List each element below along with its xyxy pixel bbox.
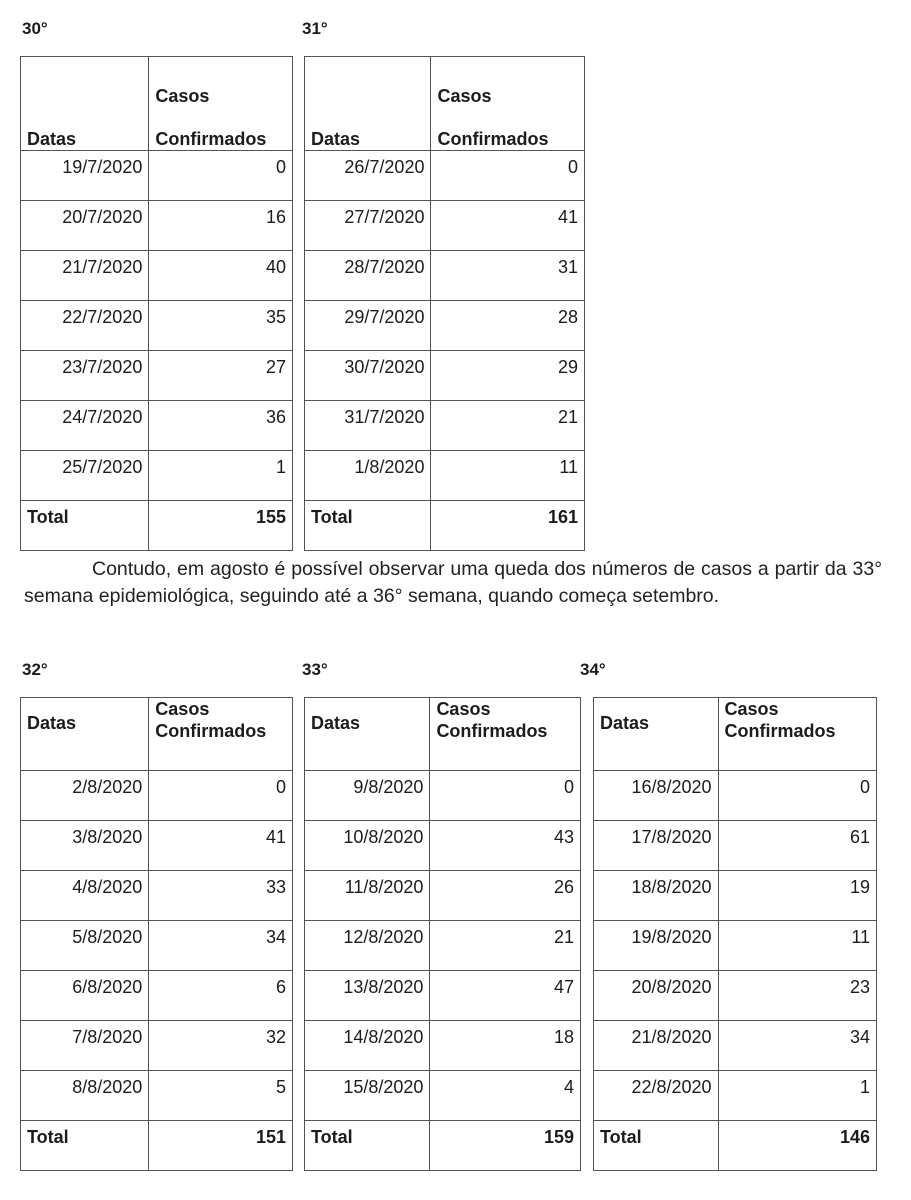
date-cell: 5/8/2020 (21, 921, 149, 971)
table-header-row (305, 698, 581, 771)
date-cell: 11/8/2020 (305, 871, 430, 921)
date-cell: 16/8/2020 (594, 771, 719, 821)
date-cell: 28/7/2020 (305, 251, 431, 301)
table-row (21, 871, 293, 921)
date-cell: 27/7/2020 (305, 201, 431, 251)
cases-cell: 33 (149, 871, 293, 921)
header-casos-confirmados (149, 698, 293, 771)
total-label: Total (305, 1121, 430, 1171)
cases-cell: 18 (430, 1021, 581, 1071)
table-row (21, 451, 293, 501)
date-cell: 15/8/2020 (305, 1071, 430, 1121)
cases-table-week-34 (593, 697, 877, 1171)
date-cell: 20/8/2020 (594, 971, 719, 1021)
header-casos-label: Casos (155, 86, 210, 106)
week-label-31: 31° (302, 19, 328, 38)
table-row (594, 821, 877, 871)
cases-cell: 19 (718, 871, 876, 921)
total-row (21, 1121, 293, 1171)
cases-cell: 26 (430, 871, 581, 921)
date-cell: 23/7/2020 (21, 351, 149, 401)
header-casos-confirmados (430, 698, 581, 771)
week-label-30: 30° (22, 19, 48, 38)
table-row (594, 921, 877, 971)
cases-cell: 0 (149, 151, 293, 201)
date-cell: 10/8/2020 (305, 821, 430, 871)
cases-cell: 34 (149, 921, 293, 971)
table-row (21, 401, 293, 451)
total-value: 151 (149, 1121, 293, 1171)
date-cell: 19/8/2020 (594, 921, 719, 971)
total-label: Total (21, 1121, 149, 1171)
cases-cell: 0 (431, 151, 585, 201)
table-row (305, 1021, 581, 1071)
header-datas (21, 57, 149, 151)
header-datas (21, 698, 149, 771)
date-cell: 12/8/2020 (305, 921, 430, 971)
table-row (305, 921, 581, 971)
table-header-row (305, 57, 585, 151)
cases-cell: 1 (718, 1071, 876, 1121)
table-row (21, 921, 293, 971)
cases-cell: 28 (431, 301, 585, 351)
table-row (594, 771, 877, 821)
table-row (21, 771, 293, 821)
date-cell: 14/8/2020 (305, 1021, 430, 1071)
date-cell: 29/7/2020 (305, 301, 431, 351)
header-confirmados-label: Confirmados (155, 129, 267, 149)
table-row (305, 451, 585, 501)
cases-cell: 11 (718, 921, 876, 971)
date-cell: 7/8/2020 (21, 1021, 149, 1071)
cases-cell: 4 (430, 1071, 581, 1121)
week-label-32: 32° (22, 660, 48, 679)
header-casos-label: Casos (436, 699, 491, 719)
cases-cell: 0 (718, 771, 876, 821)
table-row (21, 821, 293, 871)
table-row (305, 871, 581, 921)
date-cell: 3/8/2020 (21, 821, 149, 871)
body-paragraph (24, 556, 882, 610)
total-row (594, 1121, 877, 1171)
date-cell: 13/8/2020 (305, 971, 430, 1021)
cases-cell: 43 (430, 821, 581, 871)
table-row (21, 201, 293, 251)
cases-table-week-30 (20, 56, 293, 551)
table-row (305, 251, 585, 301)
table-header-row (594, 698, 877, 771)
cases-table-week-33 (304, 697, 581, 1171)
table-row (305, 971, 581, 1021)
table-row (305, 151, 585, 201)
date-cell: 30/7/2020 (305, 351, 431, 401)
cases-cell: 0 (149, 771, 293, 821)
date-cell: 9/8/2020 (305, 771, 430, 821)
table-row (21, 301, 293, 351)
date-cell: 18/8/2020 (594, 871, 719, 921)
cases-cell: 1 (149, 451, 293, 501)
cases-cell: 5 (149, 1071, 293, 1121)
date-cell: 22/7/2020 (21, 301, 149, 351)
paragraph-text: Contudo, em agosto é possível observar uma queda dos números de casos a partir da 33° semana epidemiológica, seguindo até a 36° semana, quando começa setembro. (24, 558, 882, 607)
cases-cell: 27 (149, 351, 293, 401)
date-cell: 21/7/2020 (21, 251, 149, 301)
cases-cell: 36 (149, 401, 293, 451)
date-cell: 31/7/2020 (305, 401, 431, 451)
table-row (305, 351, 585, 401)
date-cell: 8/8/2020 (21, 1071, 149, 1121)
date-cell: 20/7/2020 (21, 201, 149, 251)
date-cell: 2/8/2020 (21, 771, 149, 821)
table-row (21, 1071, 293, 1121)
table-row (594, 1021, 877, 1071)
table-row (305, 771, 581, 821)
header-casos-label: Casos (155, 699, 210, 719)
table-row (594, 1071, 877, 1121)
header-datas-label: Datas (27, 129, 77, 149)
date-cell: 1/8/2020 (305, 451, 431, 501)
header-casos-confirmados (431, 57, 585, 151)
table-header-row (21, 698, 293, 771)
table-row (305, 1071, 581, 1121)
header-datas (594, 698, 719, 771)
table-row (305, 401, 585, 451)
date-cell: 24/7/2020 (21, 401, 149, 451)
header-datas (305, 57, 431, 151)
table-row (305, 821, 581, 871)
date-cell: 4/8/2020 (21, 871, 149, 921)
header-casos-confirmados (149, 57, 293, 151)
total-value: 146 (718, 1121, 876, 1171)
total-value: 155 (149, 501, 293, 551)
header-confirmados-label: Confirmados (436, 721, 548, 741)
date-cell: 21/8/2020 (594, 1021, 719, 1071)
total-label: Total (594, 1121, 719, 1171)
week-label-33: 33° (302, 660, 328, 679)
table-row (594, 871, 877, 921)
cases-cell: 11 (431, 451, 585, 501)
cases-cell: 16 (149, 201, 293, 251)
date-cell: 17/8/2020 (594, 821, 719, 871)
cases-cell: 41 (149, 821, 293, 871)
table-row (21, 151, 293, 201)
header-confirmados-label: Confirmados (437, 129, 549, 149)
cases-cell: 34 (718, 1021, 876, 1071)
week-label-34: 34° (580, 660, 606, 679)
cases-cell: 61 (718, 821, 876, 871)
cases-cell: 21 (430, 921, 581, 971)
date-cell: 22/8/2020 (594, 1071, 719, 1121)
table-header-row (21, 57, 293, 151)
cases-table-week-32 (20, 697, 293, 1171)
date-cell: 25/7/2020 (21, 451, 149, 501)
table-row (21, 971, 293, 1021)
header-datas-label: Datas (600, 713, 650, 733)
table-row (21, 251, 293, 301)
cases-cell: 35 (149, 301, 293, 351)
table-row (21, 351, 293, 401)
date-cell: 26/7/2020 (305, 151, 431, 201)
total-row (305, 501, 585, 551)
total-value: 161 (431, 501, 585, 551)
total-row (21, 501, 293, 551)
header-confirmados-label: Confirmados (724, 721, 836, 741)
cases-cell: 6 (149, 971, 293, 1021)
table-row (594, 971, 877, 1021)
cases-cell: 47 (430, 971, 581, 1021)
header-datas-label: Datas (311, 129, 361, 149)
header-datas (305, 698, 430, 771)
header-confirmados-label: Confirmados (155, 721, 267, 741)
header-datas-label: Datas (311, 713, 361, 733)
header-datas-label: Datas (27, 713, 77, 733)
cases-cell: 21 (431, 401, 585, 451)
table-row (305, 301, 585, 351)
total-label: Total (21, 501, 149, 551)
cases-cell: 32 (149, 1021, 293, 1071)
cases-table-week-31 (304, 56, 585, 551)
table-row (305, 201, 585, 251)
date-cell: 6/8/2020 (21, 971, 149, 1021)
cases-cell: 41 (431, 201, 585, 251)
cases-cell: 31 (431, 251, 585, 301)
total-value: 159 (430, 1121, 581, 1171)
header-casos-confirmados (718, 698, 876, 771)
cases-cell: 0 (430, 771, 581, 821)
header-casos-label: Casos (437, 86, 492, 106)
date-cell: 19/7/2020 (21, 151, 149, 201)
cases-cell: 40 (149, 251, 293, 301)
total-row (305, 1121, 581, 1171)
header-casos-label: Casos (724, 699, 779, 719)
cases-cell: 29 (431, 351, 585, 401)
total-label: Total (305, 501, 431, 551)
table-row (21, 1021, 293, 1071)
cases-cell: 23 (718, 971, 876, 1021)
